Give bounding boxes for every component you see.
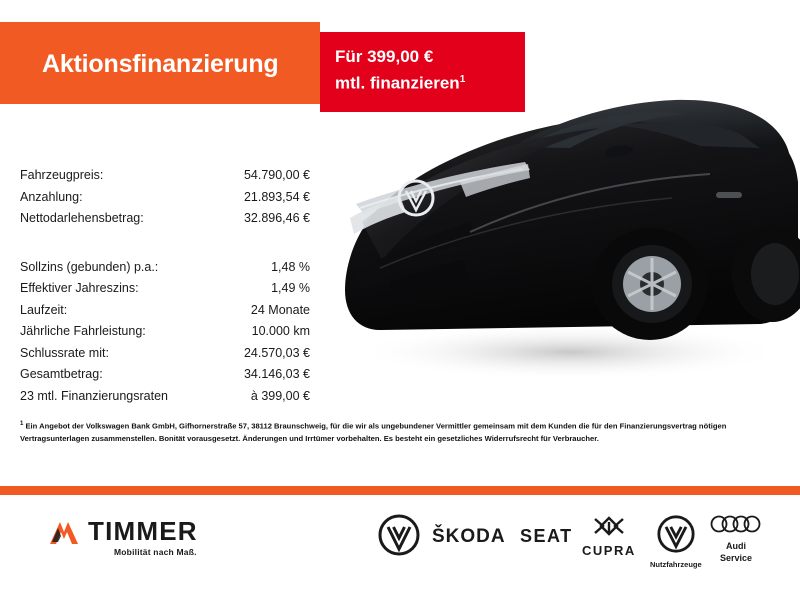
row-value: à 399,00 €	[250, 388, 310, 403]
table-row	[20, 300, 310, 322]
dealer-logo	[48, 516, 278, 566]
row-value: 21.893,54 €	[243, 189, 310, 204]
price-badge-line1: Für 399,00 €	[335, 47, 434, 66]
row-value: 34.146,03 €	[243, 367, 310, 381]
table-row	[20, 208, 310, 230]
audi-wordmark-line1: Audi	[726, 541, 746, 551]
table-row	[20, 187, 310, 209]
row-value: 1,48 %	[271, 259, 310, 274]
seat-wordmark: SEAT	[520, 526, 573, 546]
dealer-name: TIMMER	[88, 516, 198, 546]
price-badge-line2: mtl. finanzieren$^1$	[335, 73, 466, 93]
brand-audi-service	[710, 514, 762, 563]
row-value: 10.000 km	[251, 324, 310, 338]
cupra-wordmark: CUPRA	[582, 543, 636, 558]
brand-cupra	[582, 516, 636, 558]
row-label: Nettodarlehensbetrag:	[20, 211, 144, 225]
row-value: 24.570,03 €	[243, 345, 310, 360]
row-label: Gesamtbetrag:	[20, 367, 103, 381]
brand-volkswagen-nutzfahrzeuge	[650, 514, 702, 569]
row-value: 24 Monate	[250, 302, 310, 317]
table-row	[20, 257, 310, 279]
table-row	[20, 278, 310, 300]
table-row	[20, 165, 310, 187]
row-label: Fahrzeugpreis:	[20, 168, 104, 182]
row-value: 32.896,46 €	[243, 211, 310, 225]
row-value: 54.790,00 €	[243, 168, 310, 182]
page-title: Aktionsfinanzierung	[42, 50, 279, 78]
nutzfahrzeuge-wordmark: Nutzfahrzeuge	[650, 560, 702, 569]
row-label: Laufzeit:	[20, 302, 68, 317]
table-row	[20, 343, 310, 365]
table-row	[20, 386, 310, 408]
row-label: Anzahlung:	[20, 189, 83, 204]
row-value: 1,49 %	[271, 281, 310, 295]
price-badge	[320, 32, 525, 112]
brand-logos	[370, 508, 770, 568]
footnote-text: Ein Angebot der Volkswagen Bank GmbH, Gifhornerstraße 57, 38112 Braunschweig, für die wir als ungebundener Vermittler gemeinsam mit dem Kunden die für den Finanzierungsvertrag nötigen Vertragsunterlagen zusammenstellen. Bonität vorausgesetzt. Änderungen und Irrtümer vorbehalten. Es besteht ein gesetzliches Widerrufsrecht für Verbraucher.	[20, 421, 727, 443]
brand-skoda	[432, 526, 506, 548]
dealer-mark-icon	[48, 518, 82, 548]
footnote	[20, 418, 782, 445]
row-label: Sollzins (gebunden) p.a.:	[20, 259, 159, 274]
row-label: 23 mtl. Finanzierungsraten	[20, 388, 168, 403]
volkswagen-logo-icon	[378, 514, 420, 556]
dealer-claim: Mobilität nach Maß.	[114, 547, 197, 557]
audi-wordmark-line2: Service	[719, 553, 753, 563]
volkswagen-nutzfahrzeuge-logo-icon	[656, 514, 696, 554]
price-badge-superscript: 1	[459, 74, 466, 85]
audi-rings-icon	[710, 514, 762, 534]
table-row	[20, 364, 310, 386]
row-spacer	[20, 230, 310, 257]
skoda-wordmark: ŠKODA	[432, 526, 506, 547]
footer-band	[0, 486, 800, 495]
table-row	[20, 321, 310, 343]
brand-seat	[520, 526, 573, 547]
finance-figures	[20, 165, 310, 407]
row-label: Jährliche Fahrleistung:	[20, 324, 146, 338]
footnote-marker: 1	[20, 421, 24, 427]
row-label: Effektiver Jahreszins:	[20, 281, 139, 295]
cupra-emblem-icon	[587, 516, 631, 536]
brand-volkswagen	[378, 514, 420, 561]
row-label: Schlussrate mit:	[20, 345, 109, 360]
